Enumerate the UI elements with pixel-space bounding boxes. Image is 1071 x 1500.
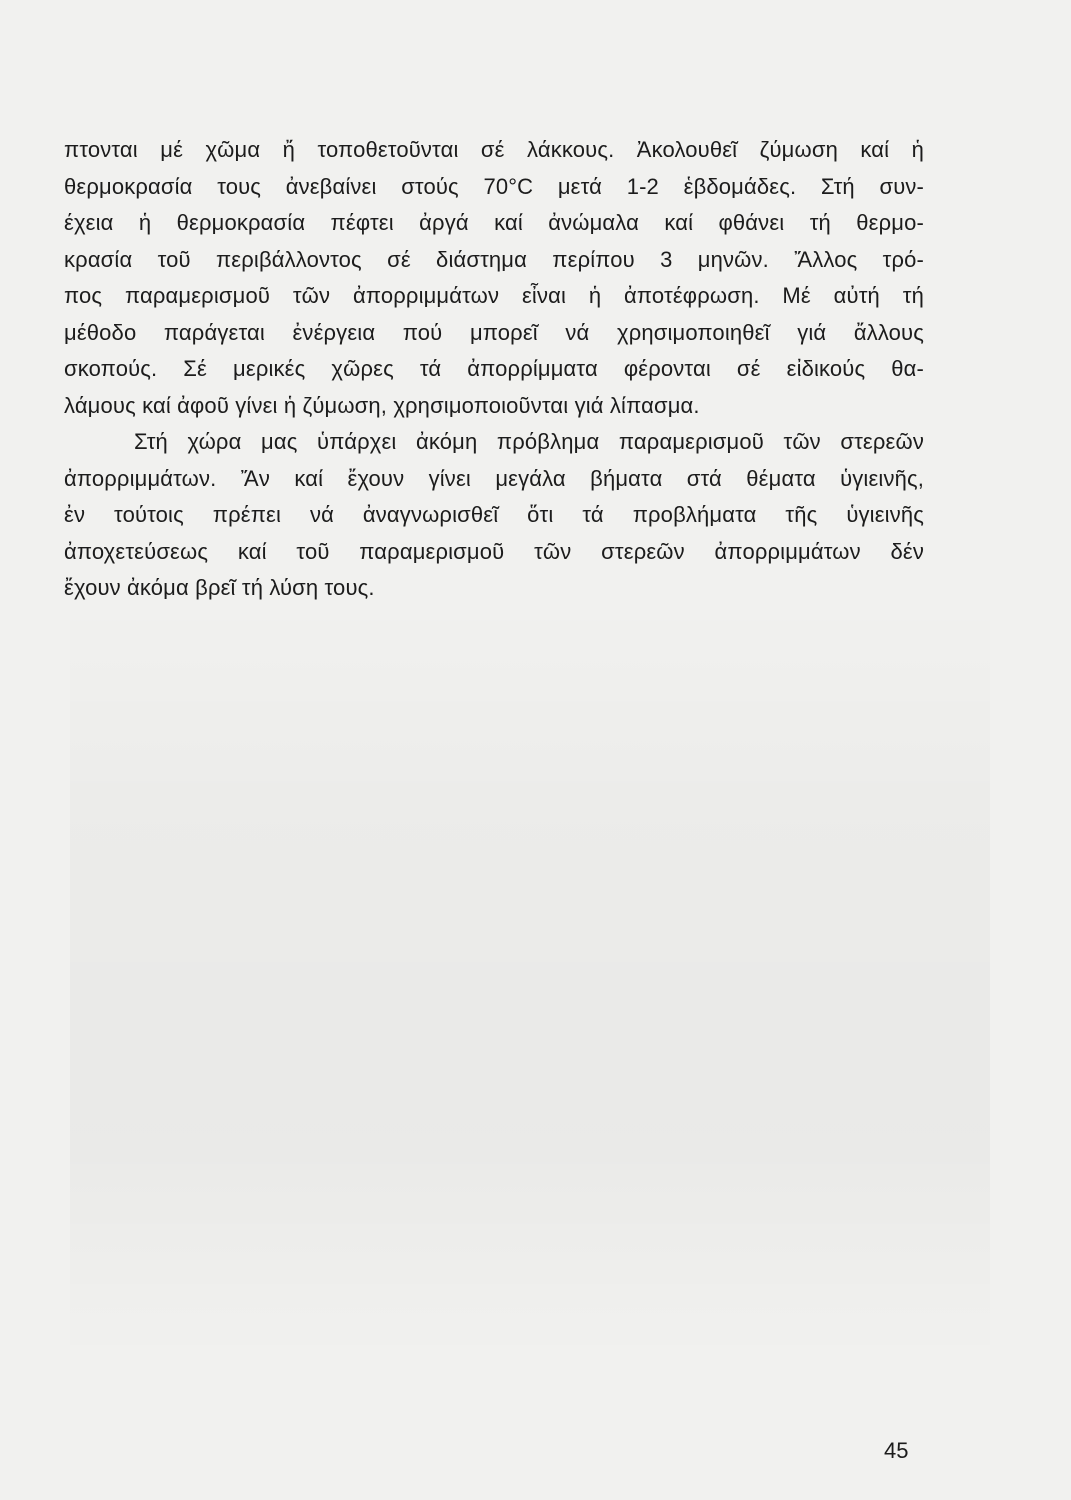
paragraph-1	[64, 132, 924, 424]
text-line: κρασία τοῦ περιβάλλοντος σέ διάστημα περίπου 3 μηνῶν. Ἄλλος τρό-	[64, 246, 924, 272]
text-line: ἔχουν ἀκόμα βρεῖ τή λύση τους.	[64, 575, 375, 600]
text-line: έχεια ἡ θερμοκρασία πέφτει ἀργά καί ἀνώμαλα καί φθάνει τή θερμο-	[64, 210, 924, 235]
text-line: ἀπορριμμάτων. Ἄν καί ἔχουν γίνει μεγάλα βήματα στά θέματα ὑγιεινῆς,	[64, 465, 924, 491]
text-line: μέθοδο παράγεται ἐνέργεια πού μπορεῖ νά χρησιμοποιηθεῖ γιά ἄλλους	[64, 319, 924, 345]
text-line: λάμους καί ἀφοῦ γίνει ἡ ζύμωση, χρησιμοποιοῦνται γιά λίπασμα.	[64, 392, 700, 418]
text-line: πος παραμερισμοῦ τῶν ἀπορριμμάτων εἶναι ἡ ἀποτέφρωση. Μέ αὐτή τή	[64, 283, 924, 308]
page-number: 45	[884, 1438, 909, 1463]
text-line: ἀποχετεύσεως καί τοῦ παραμερισμοῦ τῶν στερεῶν ἀπορριμμάτων δέν	[64, 538, 924, 564]
text-line: σκοπούς. Σέ μερικές χῶρες τά ἀπορρίμματα φέρονται σέ εἰδικούς θα-	[64, 356, 924, 381]
text-line: πτονται μέ χῶμα ἤ τοποθετοῦνται σέ λάκκους. Ἀκολουθεῖ ζύμωση καί ἡ	[64, 137, 924, 162]
show-through-shading	[70, 600, 990, 1360]
text-line: θερμοκρασία τους ἀνεβαίνει στούς 70°C μετά 1-2 ἑβδομάδες. Στή συν-	[64, 173, 924, 199]
text-line: Στή χώρα μας ὑπάρχει ἀκόμη πρόβλημα παραμερισμοῦ τῶν στερεῶν	[134, 429, 924, 454]
paragraph-2	[64, 424, 924, 607]
body-text	[64, 132, 924, 607]
text-line: ἐν τούτοις πρέπει νά ἀναγνωρισθεῖ ὅτι τά προβλήματα τῆς ὑγιεινῆς	[64, 502, 924, 527]
